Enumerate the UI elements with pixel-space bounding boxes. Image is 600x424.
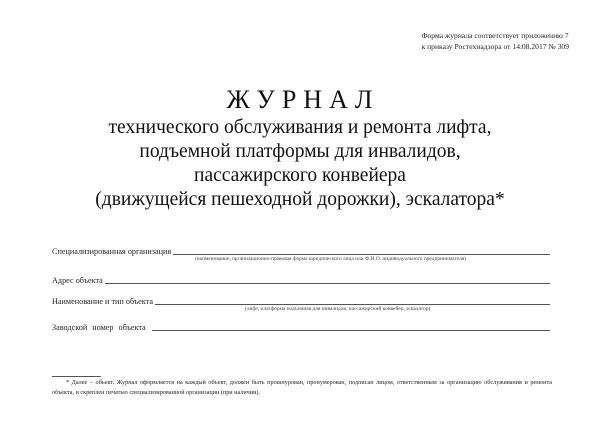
regulation-notice-line-2: к приказу Ростехнадзора от 14.08.2017 № 309	[421, 42, 569, 51]
field-serial-number-input-line[interactable]	[152, 321, 550, 331]
field-organization-hint: (наименование, организационно-правовая форма юридического лица или Ф.И.О. индивидуального предпринимателя)	[195, 256, 467, 262]
field-organization	[52, 245, 550, 262]
field-object-type	[52, 295, 550, 312]
field-object-type-hint: (лифт, платформа подъемная для инвалидов, пассажирский конвейер, эскалатор)	[245, 306, 431, 312]
journal-subtitle-line-1: технического обслуживания и ремонта лифта,	[108, 117, 492, 138]
journal-subtitle-line-3: пассажирского конвейера	[194, 165, 406, 186]
field-address	[52, 274, 550, 285]
field-address-input-line[interactable]	[105, 274, 550, 284]
field-organization-label: Специализированная организация	[52, 247, 172, 256]
journal-subtitle-line-4: (движущейся пешеходной дорожки), эскалатора*	[95, 189, 505, 210]
field-organization-input-line[interactable]	[173, 245, 550, 255]
field-serial-number-label: Заводской номер объекта	[52, 323, 146, 332]
regulation-notice	[422, 30, 570, 52]
regulation-notice-line-1: Форма журнала соответствует приложению 7	[421, 31, 569, 40]
field-object-type-label: Наименование и тип объекта	[52, 297, 153, 306]
footnote: * Далее – объект. Журнал оформляется на каждый объект, должен быть прошнурован, пронумерован, подписан лицом, ответственным за организацию обслуживания и ремонта объекта, и скреплен печатью специализированной организации (при наличии).	[52, 379, 552, 396]
journal-title: ЖУРНАЛ	[226, 85, 380, 114]
field-serial-number	[52, 321, 550, 332]
journal-subtitle-line-2: подъемной платформы для инвалидов,	[139, 141, 461, 162]
field-object-type-input-line[interactable]	[155, 295, 550, 305]
journal-title-block	[0, 84, 600, 212]
field-address-label: Адрес объекта	[52, 276, 103, 285]
footnote-separator	[52, 376, 101, 377]
